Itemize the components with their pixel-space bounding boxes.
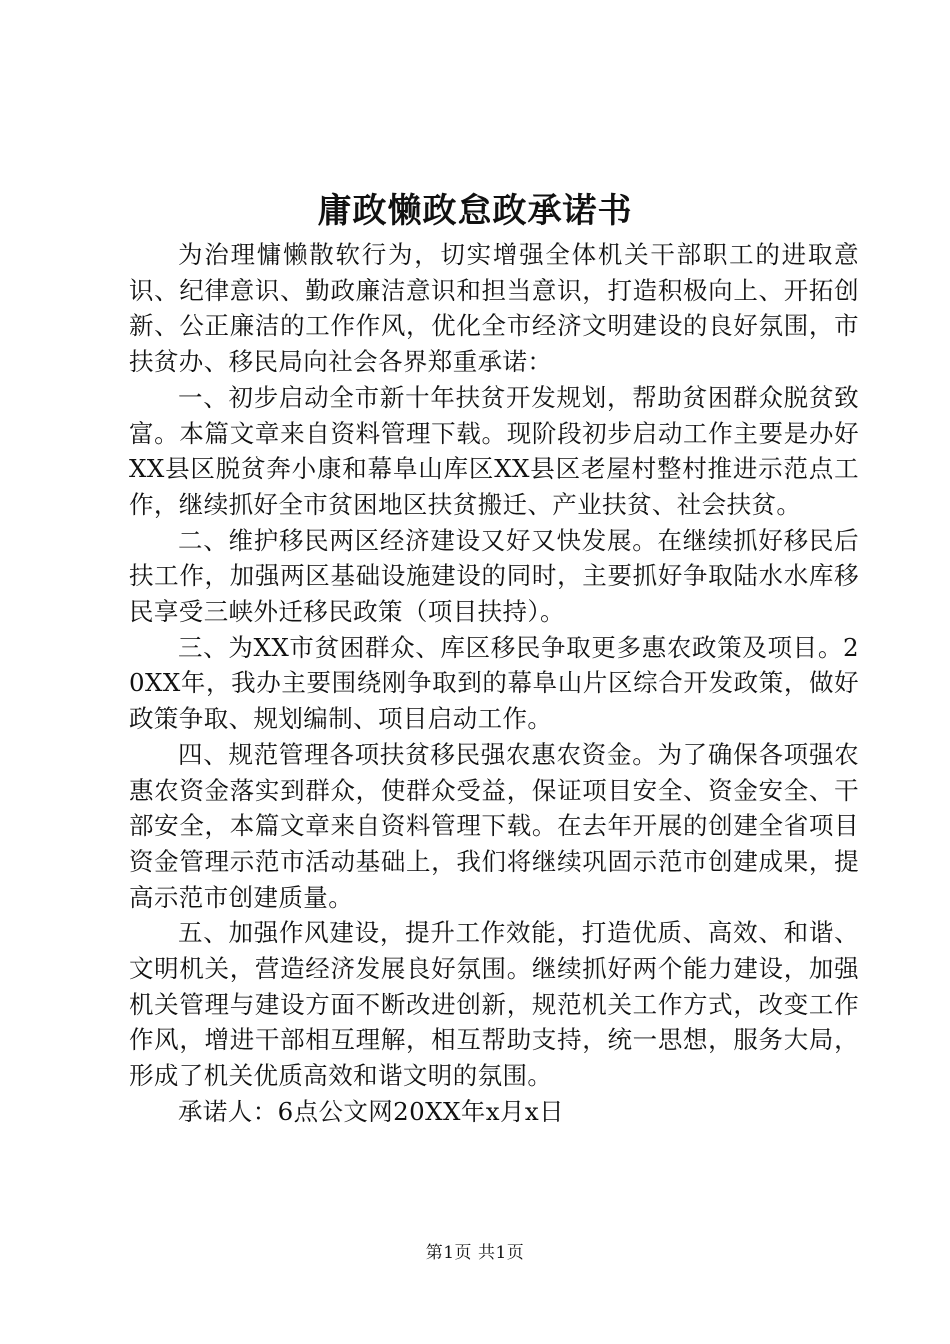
commitment-paragraph-4: 四、规范管理各项扶贫移民强农惠农资金。为了确保各项强农惠农资金落实到群众，使群众受益，保证项目安全、资金安全、干部安全，本篇文章来自资料管理下载。在去年开展的创建全省项目资金管理示范市活动基础上，我们将继续巩固示范市创建成果，提高示范市创建质量。: [129, 739, 859, 912]
document-body: [129, 237, 859, 1130]
commitment-paragraph-5: 五、加强作风建设，提升工作效能，打造优质、高效、和谐、文明机关，营造经济发展良好氛围。继续抓好两个能力建设，加强机关管理与建设方面不断改进创新，规范机关工作方式，改变工作作风，增进干部相互理解，相互帮助支持，统一思想，服务大局，形成了机关优质高效和谐文明的氛围。: [129, 918, 859, 1091]
intro-paragraph: 为治理慵懒散软行为，切实增强全体机关干部职工的进取意识、纪律意识、勤政廉洁意识和担当意识，打造积极向上、开拓创新、公正廉洁的工作作风，优化全市经济文明建设的良好氛围，市扶贫办、移民局向社会各界郑重承诺：: [129, 240, 859, 377]
page-number-footer: 第1页 共1页: [425, 1243, 525, 1263]
commitment-paragraph-2: 二、维护移民两区经济建设又好又快发展。在继续抓好移民后扶工作，加强两区基础设施建设的同时，主要抓好争取陆水水库移民享受三峡外迁移民政策（项目扶持）。: [129, 525, 859, 627]
document-title: 庸政懒政怠政承诺书: [317, 191, 633, 231]
commitment-paragraph-3: 三、为XX市贫困群众、库区移民争取更多惠农政策及项目。20XX年，我办主要围绕刚争取到的幕阜山片区综合开发政策，做好政策争取、规划编制、项目启动工作。: [129, 632, 859, 734]
signature-line: 承诺人：6点公文网20XX年x月x日: [178, 1096, 564, 1126]
commitment-paragraph-1: 一、初步启动全市新十年扶贫开发规划，帮助贫困群众脱贫致富。本篇文章来自资料管理下载。现阶段初步启动工作主要是办好XX县区脱贫奔小康和幕阜山库区XX县区老屋村整村推进示范点工作，继续抓好全市贫困地区扶贫搬迁、产业扶贫、社会扶贫。: [129, 382, 859, 519]
